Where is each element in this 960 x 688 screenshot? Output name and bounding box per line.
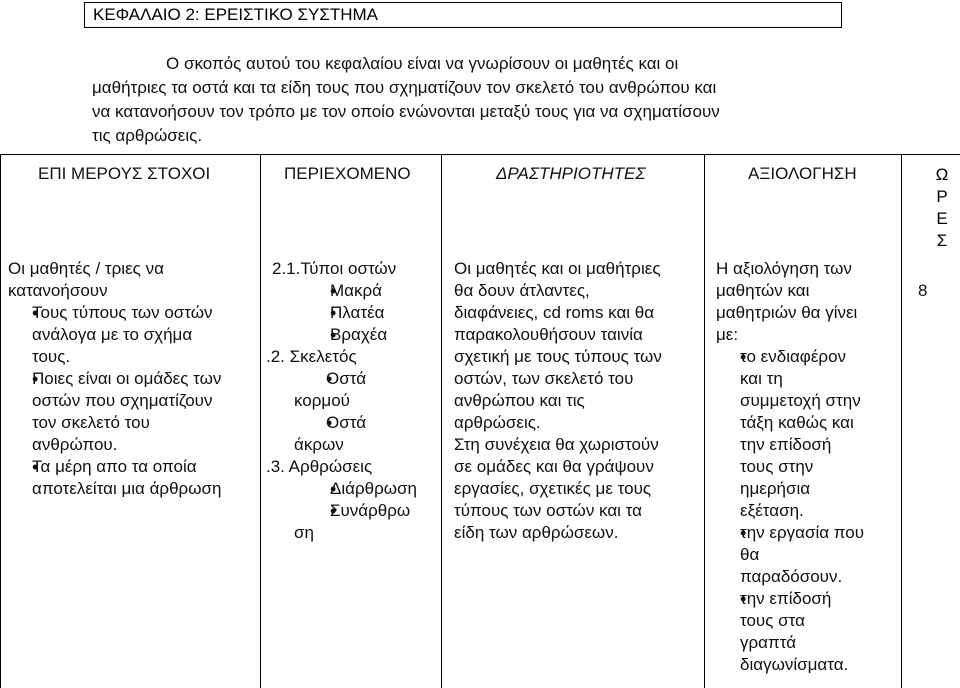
column-divider <box>901 154 902 688</box>
header-activities: ΔΡΑΣΤΗΡΙΟΤΗΤΕΣ <box>496 164 646 183</box>
table-top-border <box>0 154 960 155</box>
header-hours-letter: Ω <box>935 165 949 184</box>
goal-item: • Τους τύπους των οστών ανάλογα με το σχήμα τους. <box>8 302 258 368</box>
assessment-intro-line: με: <box>716 325 739 344</box>
column-divider <box>260 154 261 688</box>
header-content: ΠΕΡΙΕΧΟΜΕΝΟ <box>284 164 411 183</box>
content-item: • Συνάρθρω ση <box>294 500 438 544</box>
table-left-border <box>0 154 1 688</box>
activities-line: θα δουν άτλαντες, <box>454 281 590 300</box>
content-heading: 2.1.Τύποι οστών <box>272 259 397 278</box>
content-item: • Οστά κορμού <box>294 368 438 412</box>
content-item: • Διάρθρωση <box>294 478 438 500</box>
header-hours-letter: Ε <box>936 209 948 228</box>
assessment-intro-line: μαθητριών θα γίνει <box>716 303 858 322</box>
header-assessment: ΑΞΙΟΛΟΓΗΣΗ <box>748 164 857 183</box>
content-item: • Πλατέα <box>298 302 438 324</box>
goals-intro-line: Οι μαθητές / τριες να <box>8 259 164 278</box>
assessment-item: • την εργασία που θα παραδόσουν. <box>716 522 900 588</box>
goal-item: • Τα μέρη απο τα οποία αποτελείται μια άρθρωση <box>8 456 258 500</box>
header-hours-letter: Ρ <box>936 187 948 206</box>
activities-line: Οι μαθητές και οι μαθήτριες <box>454 259 661 278</box>
activities-cell <box>454 258 700 544</box>
activities-line: είδη των αρθρώσεων. <box>454 523 619 542</box>
activities-line: εργασίες, σχετικές με τους <box>454 479 652 498</box>
activities-line: σχετική με τους τύπους των <box>454 347 662 366</box>
activities-line: Στη συνέχεια θα χωριστούν <box>454 435 659 454</box>
assessment-item: • την επίδοσή τους στα γραπτά διαγωνίσματα. <box>716 588 900 676</box>
header-hours <box>930 164 954 252</box>
content-item: • Οστά άκρων <box>294 412 438 456</box>
intro-line: μαθήτριες τα οστά και τα είδη τους που σχηματίζουν τον σκελετό του ανθρώπου και <box>92 78 717 97</box>
intro-line: τις αρθρώσεις. <box>92 126 203 145</box>
goal-item: • Ποιες είναι οι ομάδες των οστών που σχηματίζουν τον σκελετό του ανθρώπου. <box>8 368 258 456</box>
column-divider <box>704 154 705 688</box>
activities-line: αρθρώσεις. <box>454 413 541 432</box>
assessment-intro-line: μαθητών και <box>716 281 810 300</box>
content-cell <box>266 258 438 544</box>
activities-line: ανθρώπου και τις <box>454 391 585 410</box>
activities-line: οστών, των σκελετό του <box>454 369 634 388</box>
intro-paragraph <box>92 52 828 148</box>
header-goals: ΕΠΙ ΜΕΡΟΥΣ ΣΤΟΧΟΙ <box>38 164 211 183</box>
lesson-plan-table <box>0 154 960 688</box>
goals-intro-line: κατανοήσουν <box>8 281 108 300</box>
header-hours-letter: Σ <box>936 231 948 250</box>
assessment-cell <box>716 258 900 676</box>
content-item: • Βραχέα <box>298 324 438 346</box>
assessment-item: • το ενδιαφέρον και τη συμμετοχή στην τάξη καθώς και την επίδοσή τους στην ημερήσια εξέταση. <box>716 346 900 522</box>
hours-value: 8 <box>918 281 928 300</box>
column-divider <box>441 154 442 688</box>
chapter-title: ΚΕΦΑΛΑΙΟ 2: ΕΡΕΙΣΤΙΚΟ ΣΥΣΤΗΜΑ <box>84 2 842 28</box>
assessment-intro-line: Η αξιολόγηση των <box>716 259 852 278</box>
intro-line: να κατανοήσουν τον τρόπο με τον οποίο ενώνονται μεταξύ τους για να σχηματίσουν <box>92 102 720 121</box>
activities-line: διαφάνειες, cd roms και θα <box>454 303 655 322</box>
activities-line: τύπους των οστών και τα <box>454 501 642 520</box>
activities-line: παρακολουθήσουν ταινία <box>454 325 643 344</box>
intro-line: Ο σκοπός αυτού του κεφαλαίου είναι να γνωρίσουν οι μαθητές και οι <box>166 54 679 73</box>
content-item: • Μακρά <box>298 280 438 302</box>
activities-line: σε ομάδες και θα γράψουν <box>454 457 654 476</box>
goals-cell <box>8 258 258 500</box>
content-heading: .2. Σκελετός <box>266 347 357 366</box>
content-heading: .3. Αρθρώσεις <box>266 457 373 476</box>
